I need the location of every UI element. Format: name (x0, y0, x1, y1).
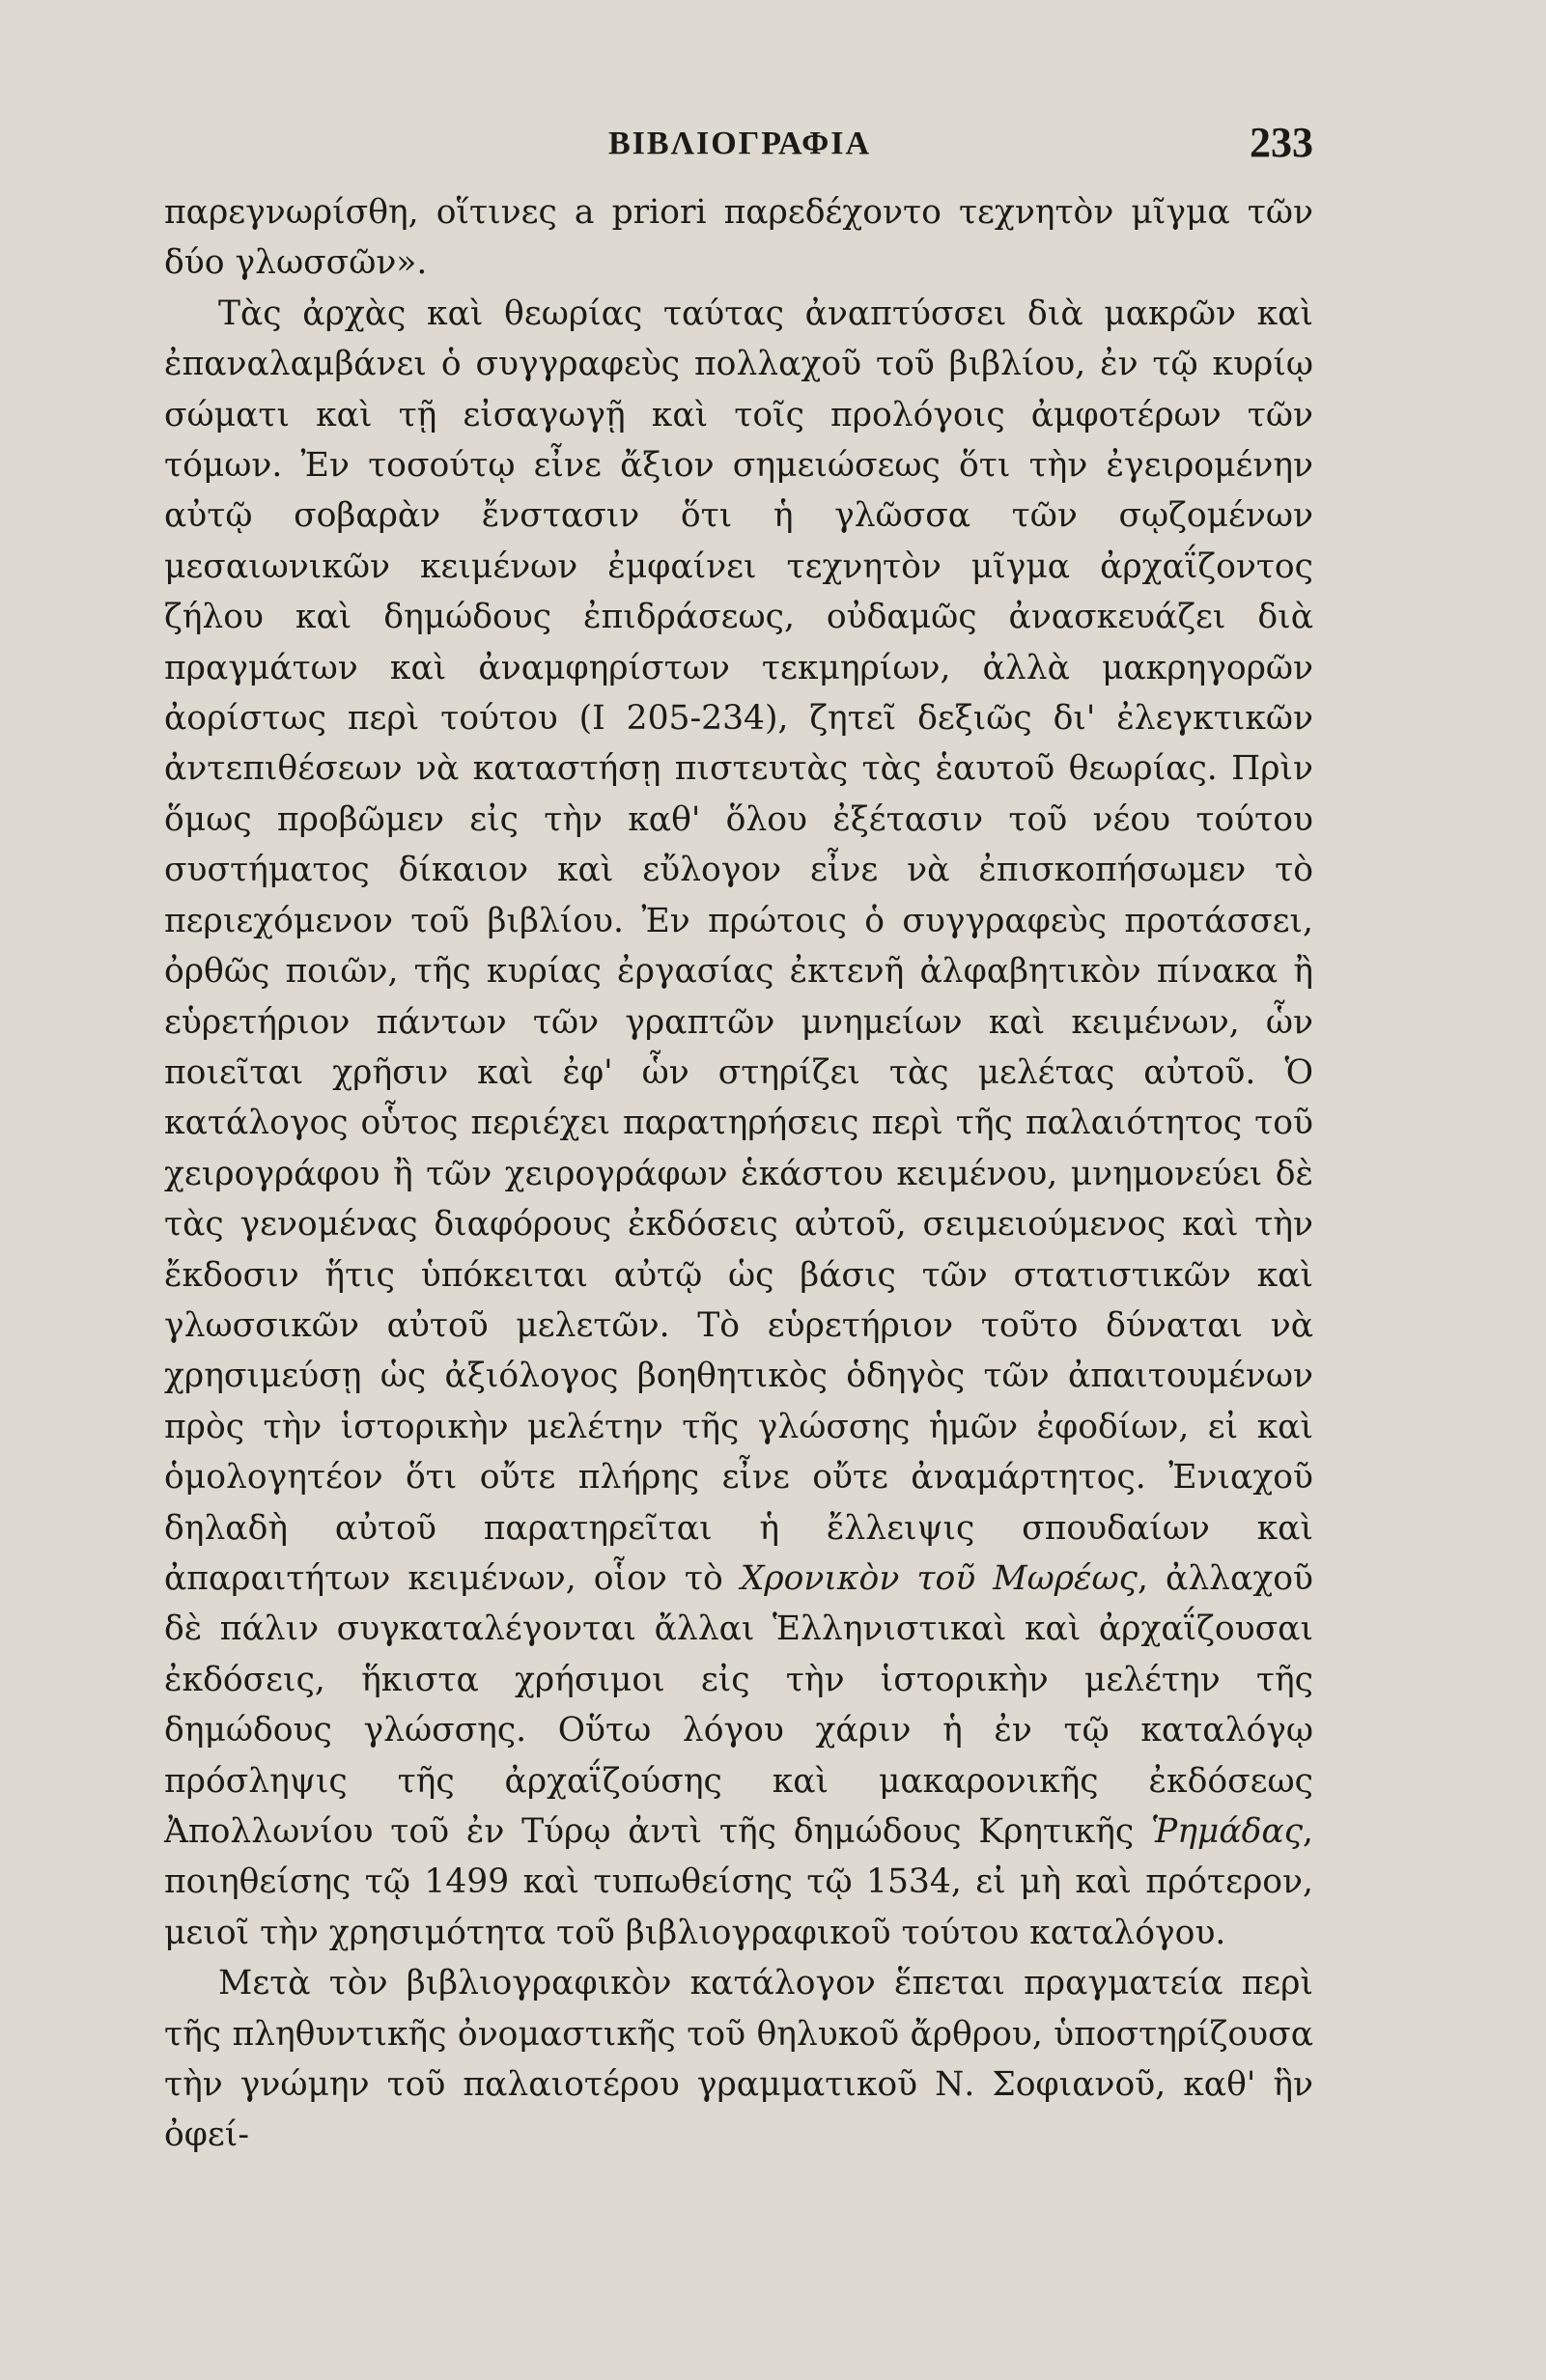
italic-title-chronicle: Χρονικὸν τοῦ Μωρέως (740, 1558, 1138, 1598)
body-text (164, 187, 1313, 2161)
paragraph-1-text: παρεγνωρίσθη, οἵτινες a priori παρεδέχοντο τεχνητὸν μῖγμα τῶν δύο γλωσσῶν». (164, 193, 1313, 283)
paragraph-2-text-a: Τὰς ἀρχὰς καὶ θεωρίας ταύτας ἀναπτύσσει διὰ μακρῶν καὶ ἐπαναλαμβάνει ὁ συγγραφεὺς πολλαχοῦ τοῦ βιβλίου, ἐν τῷ κυρίῳ σώματι καὶ τῇ εἰσαγωγῇ καὶ τοῖς προλόγοις ἀμφοτέρων τῶν τόμων. Ἐν τοσούτῳ εἶνε ἄξιον σημειώσεως ὅτι τὴν ἐγειρομένην αὐτῷ σοβαρὰν ἔνστασιν ὅτι ἡ γλῶσσα τῶν σῳζομένων μεσαιωνικῶν κειμένων ἐμφαίνει τεχνητὸν μῖγμα ἀρχαΐζοντος ζήλου καὶ δημώδους ἐπιδράσεως, οὐδαμῶς ἀνασκευάζει διὰ πραγμάτων καὶ ἀναμφηρίστων τεκμηρίων, ἀλλὰ μακρηγορῶν ἀορίστως περὶ τούτου (I 205-234), ζητεῖ δεξιῶς δι' ἐλεγκτικῶν ἀντεπιθέσεων νὰ καταστήσῃ πιστευτὰς τὰς ἑαυτοῦ θεωρίας. Πρὶν ὅμως προβῶμεν εἰς τὴν καθ' ὅλου ἐξέτασιν τοῦ νέου τούτου συστήματος δίκαιον καὶ εὔλογον εἶνε νὰ ἐπισκοπήσωμεν τὸ περιεχόμενον τοῦ βιβλίου. Ἐν πρώτοις ὁ συγγραφεὺς προτάσσει, ὀρθῶς ποιῶν, τῆς κυρίας ἐργασίας ἐκτενῆ ἀλφαβητικὸν πίνακα ἢ εὑρετήριον πάντων τῶν γραπτῶν μνημείων καὶ κειμένων, ὧν ποιεῖται χρῆσιν καὶ ἐφ' ὧν στηρίζει τὰς μελέτας αὐτοῦ. Ὁ κατάλογος οὗτος περιέχει παρατηρήσεις περὶ τῆς παλαιότητος τοῦ χειρογράφου ἢ τῶν χειρογράφων ἑκάστου κειμένου, μνημονεύει δὲ τὰς γενομένας διαφόρους ἐκδόσεις αὐτοῦ, σειμειούμενος καὶ τὴν ἔκδοσιν ἥτις ὑπόκειται αὐτῷ ὡς βάσις τῶν στατιστικῶν καὶ γλωσσικῶν αὐτοῦ μελετῶν. Τὸ εὑρετήριον τοῦτο δύναται νὰ χρησιμεύσῃ ὡς ἀξιόλογος βοηθητικὸς ὁδηγὸς τῶν ἀπαιτουμένων πρὸς τὴν ἱστορικὴν μελέτην τῆς γλώσσης ἡμῶν ἐφοδίων, εἰ καὶ ὁμολογητέον ὅτι οὔτε πλήρης εἶνε οὔτε ἀναμάρτητος. Ἐνιαχοῦ δηλαδὴ αὐτοῦ παρατηρεῖται ἡ ἔλλειψις σπουδαίων καὶ ἀπαραιτήτων κειμένων, οἷον τὸ (164, 294, 1313, 1598)
running-title: ΒΙΒΛΙΟΓΡΑΦΙΑ (608, 126, 872, 161)
paragraph-3-text: Μετὰ τὸν βιβλιογραφικὸν κατάλογον ἕπεται πραγματεία περὶ τῆς πληθυντικῆς ὀνομαστικῆς τοῦ θηλυκοῦ ἄρθρου, ὑποστηρίζουσα τὴν γνώμην τοῦ παλαιοτέρου γραμματικοῦ Ν. Σοφιανοῦ, καθ' ἣν ὀφεί- (164, 1964, 1313, 2155)
page-header (164, 118, 1313, 176)
paragraph-2-text-c: , ποιηθείσης τῷ 1499 καὶ τυπωθείσης τῷ 1534, εἰ μὴ καὶ πρότερον, μειοῖ τὴν χρησιμότητα τοῦ βιβλιογραφικοῦ τούτου καταλόγου. (164, 1812, 1313, 1952)
paragraph-1 (164, 187, 1313, 289)
paragraph-2-text-b: , ἀλλαχοῦ δὲ πάλιν συγκαταλέγονται ἄλλαι Ἑλληνιστικαὶ καὶ ἀρχαΐζουσαι ἐκδόσεις, ἥκιστα χρήσιμοι εἰς τὴν ἱστορικὴν μελέτην τῆς δημώδους γλώσσης. Οὕτω λόγου χάριν ἡ ἐν τῷ καταλόγῳ πρόσληψις τῆς ἀρχαΐζούσης καὶ μακαρονικῆς ἐκδόσεως Ἀπολλωνίου τοῦ ἐν Τύρῳ ἀντὶ τῆς δημώδους Κρητικῆς (164, 1558, 1313, 1851)
paragraph-3 (164, 1958, 1313, 2161)
italic-title-rimada: Ῥημάδας (1150, 1812, 1304, 1851)
paragraph-2 (164, 289, 1313, 1958)
page-number: 233 (1250, 119, 1313, 166)
